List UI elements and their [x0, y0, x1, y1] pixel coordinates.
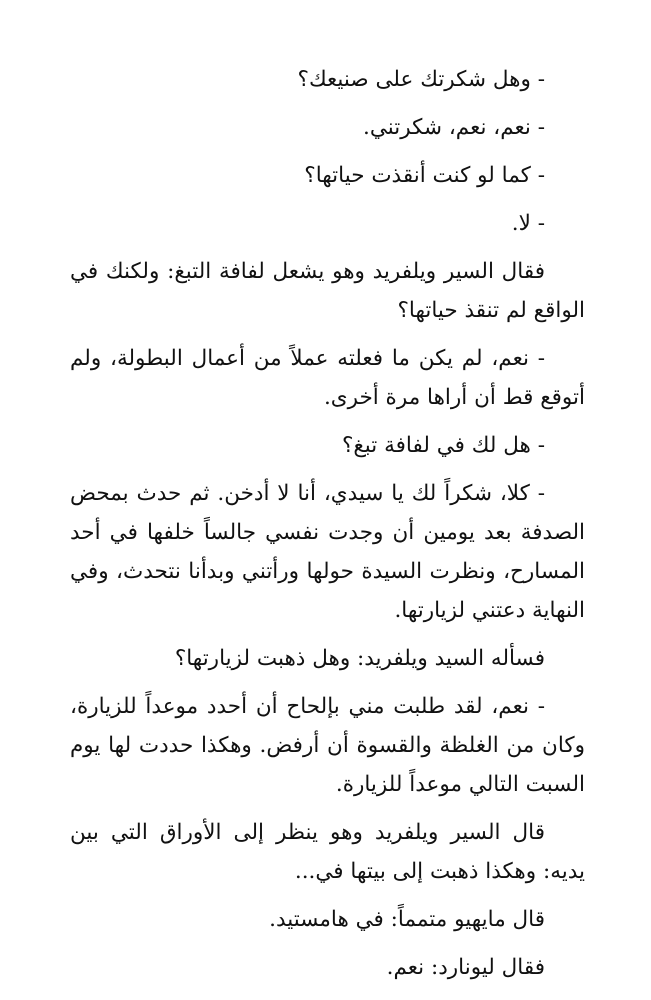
paragraph-6: - نعم، لم يكن ما فعلته عملاً من أعمال البطولة، ولم أتوقع قط أن أراها مرة أخرى. — [70, 346, 585, 410]
paragraph-4: - لا. — [511, 211, 545, 236]
paragraph-13: فقال ليونارد: نعم. — [386, 955, 545, 980]
paragraph-7: - هل لك في لفافة تبغ؟ — [341, 433, 545, 458]
paragraph-11: قال السير ويلفريد وهو ينظر إلى الأوراق التي بين يديه: وهكذا ذهبت إلى بيتها في... — [70, 820, 585, 884]
paragraph-10: - نعم، لقد طلبت مني بإلحاح أن أحدد موعداً للزيارة، وكان من الغلظة والقسوة أن أرفض. وهكذا حددت لها يوم السبت التالي موعداً للزيارة. — [70, 694, 585, 797]
paragraph-9: فسأله السيد ويلفريد: وهل ذهبت لزيارتها؟ — [174, 646, 545, 671]
paragraph-1: - وهل شكرتك على صنيعك؟ — [297, 67, 545, 92]
paragraph-5: فقال السير ويلفريد وهو يشعل لفافة التبغ: ولكنك في الواقع لم تنقذ حياتها؟ — [70, 259, 585, 323]
paragraph-12: قال مايهيو متمماً: في هامستيد. — [269, 907, 545, 932]
paragraph-8: - كلا، شكراً لك يا سيدي، أنا لا أدخن. ثم حدث بمحض الصدفة بعد يومين أن وجدت نفسي جالساً خلفها في أحد المسارح، ونظرت السيدة حولها ورأتني وبدأنا نتحدث، وفي النهاية دعتني لزيارتها. — [70, 481, 585, 623]
paragraph-2: - نعم، نعم، شكرتني. — [363, 115, 545, 140]
book-page-text — [70, 60, 585, 987]
paragraph-3: - كما لو كنت أنقذت حياتها؟ — [304, 163, 545, 188]
